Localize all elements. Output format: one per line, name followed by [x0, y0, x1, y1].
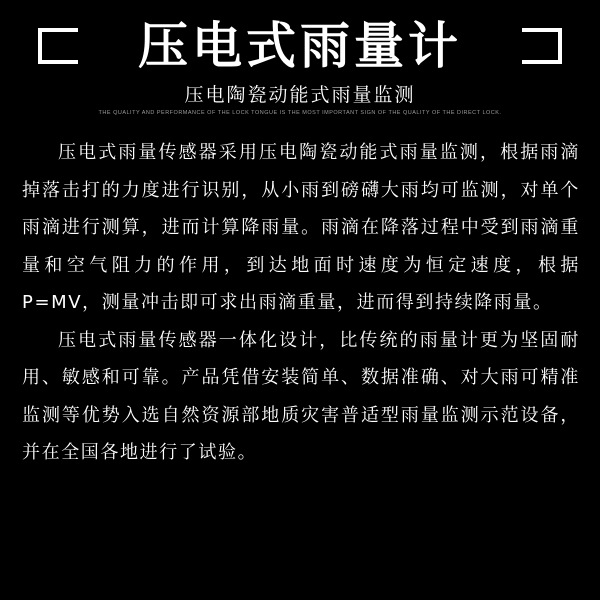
tagline: THE QUALITY AND PERFORMANCE OF THE LOCK TONGUE IS THE MOST IMPORTANT SIGN OF THE QUALITY OF THE DIRECT LOCK. [98, 110, 502, 116]
page-subtitle: 压电陶瓷动能式雨量监测 [184, 84, 416, 106]
paragraph: 压电式雨量传感器一体化设计，比传统的雨量计更为坚固耐用、敏感和可靠。产品凭借安装简单、数据准确、对大雨可精准监测等优势入选自然资源部地质灾害普适型雨量监测示范设备，并在全国各地进行了试验。 [22, 329, 580, 463]
page-title: 压电式雨量计 [138, 17, 462, 75]
body-text [22, 134, 580, 472]
paragraph: 压电式雨量传感器采用压电陶瓷动能式雨量监测，根据雨滴掉落击打的力度进行识别，从小雨到磅礴大雨均可监测，对单个雨滴进行测算，进而计算降雨量。雨滴在降落过程中受到雨滴重量和空气阻力的作用，到达地面时速度为恒定速度，根据P=MV，测量冲击即可求出雨滴重量，进而得到持续降雨量。 [22, 142, 580, 313]
